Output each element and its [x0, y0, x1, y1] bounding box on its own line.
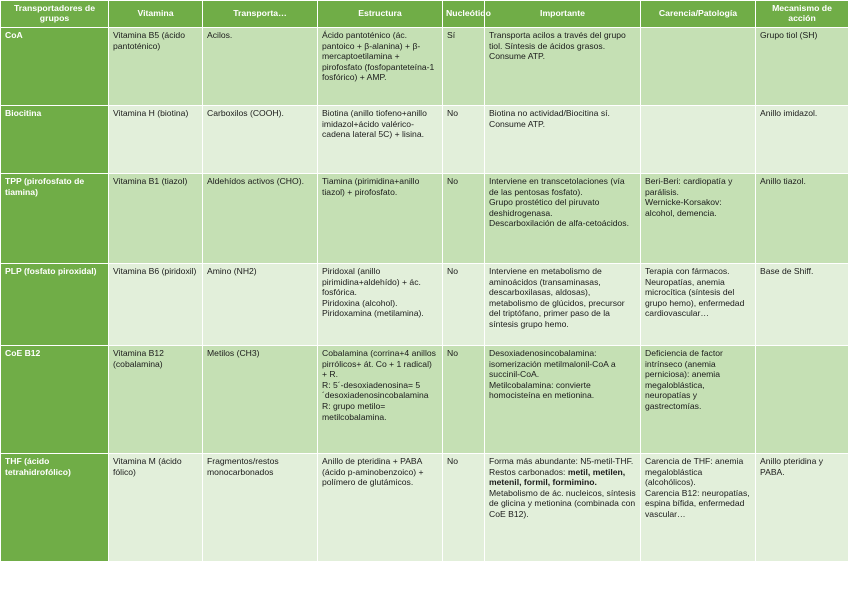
header-transportadores: Transportadores de grupos: [1, 1, 109, 28]
importante-cell: [485, 174, 641, 264]
importante-cell: [485, 106, 641, 174]
table-row: [1, 454, 849, 562]
transportador-cell: CoE B12: [1, 346, 109, 454]
importante-line: Restos carbonados: metil, metilen, metenil, formil, formimino.: [489, 466, 626, 488]
carencia-line: Carencia de THF: anemia megaloblástica (alcohólicos).: [645, 456, 744, 488]
table-row: [1, 106, 849, 174]
transporta-cell: Carboxilos (COOH).: [203, 106, 318, 174]
header-estructura: Estructura: [318, 1, 443, 28]
mecanismo-cell: Anillo tiazol.: [756, 174, 849, 264]
estructura-cell: [318, 264, 443, 346]
table-row: [1, 28, 849, 106]
header-mecanismo: Mecanismo de acción: [756, 1, 849, 28]
estructura-cell: [318, 454, 443, 562]
importante-line: Metilcobalamina: convierte homocisteína en metionina.: [489, 379, 595, 401]
header-vitamina: Vitamina: [109, 1, 203, 28]
carencia-cell: [641, 346, 756, 454]
transportador-cell: THF (ácido tetrahidrofólico): [1, 454, 109, 562]
importante-line: Biotina no actividad/Biocitina sí.: [489, 108, 610, 118]
estructura-line: R: 5´-desoxiadenosina= 5´desoxiadenosincobalamina: [322, 379, 429, 401]
importante-cell: [485, 454, 641, 562]
transportador-cell: PLP (fosfato piroxidal): [1, 264, 109, 346]
vitamina-cell: Vitamina H (biotina): [109, 106, 203, 174]
vitamina-cell: Vitamina B1 (tiazol): [109, 174, 203, 264]
carencia-line: Neuropatías, anemia microcítica (síntesis del grupo hemo), enfermedad cardiovascular…: [645, 276, 745, 319]
importante-cell: [485, 28, 641, 106]
estructura-line: Piridoxina (alcohol).: [322, 297, 398, 308]
estructura-line: Piridoxal (anillo pirimidina+aldehído) + ác. fosfórica.: [322, 266, 421, 298]
estructura-line: Ácido pantoténico (ác. pantoico + β-alanina) + β-mercaptoetilamina + pirofosfato (fosfopanteteína-1 fosfórico) + AMP.: [322, 30, 435, 83]
estructura-line: Tiamina (pirimidina+anillo tiazol) + pirofosfato.: [322, 176, 420, 197]
header-importante: Importante: [485, 1, 641, 28]
carencia-line: Wernicke-Korsakov: alcohol, demencia.: [645, 197, 722, 218]
transporta-cell: Aldehídos activos (CHO).: [203, 174, 318, 264]
importante-line: Descarboxilación de alfa-cetoácidos.: [489, 218, 629, 229]
importante-line: Grupo prostético del piruvato deshidrogenasa.: [489, 197, 600, 218]
estructura-line: Biotina (anillo tiofeno+anillo imidazol+ácido valérico-cadena lateral 5C) + lisina.: [322, 108, 427, 140]
vitamina-cell: Vitamina B5 (ácido pantoténico): [109, 28, 203, 106]
estructura-cell: [318, 28, 443, 106]
transporta-cell: Amino (NH2): [203, 264, 318, 346]
header-row: [1, 1, 849, 28]
transportador-cell: CoA: [1, 28, 109, 106]
header-transporta: Transporta…: [203, 1, 318, 28]
mecanismo-cell: Base de Shiff.: [756, 264, 849, 346]
vitamina-cell: Vitamina B12 (cobalamina): [109, 346, 203, 454]
importante-line: Forma más abundante: N5-metil-THF.: [489, 456, 634, 466]
carencia-line: Beri-Beri: cardiopatía y parálisis.: [645, 176, 733, 197]
vitamina-cell: Vitamina M (ácido fólico): [109, 454, 203, 562]
nucleotido-cell: No: [443, 264, 485, 346]
nucleotido-cell: No: [443, 106, 485, 174]
table-row: [1, 174, 849, 264]
nucleotido-cell: No: [443, 346, 485, 454]
estructura-cell: [318, 106, 443, 174]
nucleotido-cell: No: [443, 174, 485, 264]
estructura-line: R: grupo metilo= metilcobalamina.: [322, 400, 387, 422]
importante-line: Desoxiadenosincobalamina: isomerización metilmalonil-CoA a succinil-CoA.: [489, 348, 616, 380]
importante-line: Metabolismo de ác. nucleicos, síntesis de glicina y metionina (combinada con CoE B12).: [489, 487, 636, 519]
transporta-cell: Acilos.: [203, 28, 318, 106]
importante-line: Interviene en metabolismo de aminoácidos (transaminasas, descarboxilasas, aldosas), metabolismo de glúcidos, precursor del triptófano, primer paso de la síntesis grupo hemo.: [489, 266, 625, 329]
nucleotido-cell: No: [443, 454, 485, 562]
carencia-line: Deficiencia de factor intrínseco (anemia perniciosa): anemia megaloblástica, neuropatías y gastrectomías.: [645, 348, 723, 411]
transportador-cell: TPP (pirofosfato de tiamina): [1, 174, 109, 264]
importante-line: Consume ATP.: [489, 51, 546, 62]
header-carencia: Carencia/Patología: [641, 1, 756, 28]
estructura-line: Cobalamina (corrina+4 anillos pirrólicos+ át. Co + 1 radical) + R.: [322, 348, 436, 380]
carencia-cell: [641, 106, 756, 174]
nucleotido-cell: Sí: [443, 28, 485, 106]
estructura-line: Piridoxamina (metilamina).: [322, 308, 424, 319]
estructura-cell: [318, 346, 443, 454]
estructura-line: Anillo de pteridina + PABA (ácido p-aminobenzoico) + polímero de glutámicos.: [322, 456, 424, 488]
carencia-line: Carencia B12: neuropatías, espina bífida, enfermedad vascular…: [645, 487, 750, 519]
table-row: [1, 346, 849, 454]
mecanismo-cell: [756, 346, 849, 454]
importante-line: Transporta acilos a través del grupo tiol. Síntesis de ácidos grasos.: [489, 30, 626, 51]
mecanismo-cell: Anillo pteridina y PABA.: [756, 454, 849, 562]
mecanismo-cell: Grupo tiol (SH): [756, 28, 849, 106]
carencia-line: Terapia con fármacos.: [645, 266, 730, 276]
estructura-cell: [318, 174, 443, 264]
carencia-cell: [641, 264, 756, 346]
table-row: [1, 264, 849, 346]
importante-cell: [485, 346, 641, 454]
mecanismo-cell: Anillo imidazol.: [756, 106, 849, 174]
transportador-cell: Biocitina: [1, 106, 109, 174]
importante-line: Interviene en transcetolaciones (vía de las pentosas fosfato).: [489, 176, 625, 197]
carencia-cell: [641, 28, 756, 106]
transporta-cell: Fragmentos/restos monocarbonados: [203, 454, 318, 562]
carencia-cell: [641, 174, 756, 264]
header-nucleotido: Nucleótido: [443, 1, 485, 28]
importante-line: Consume ATP.: [489, 118, 546, 129]
vitamina-cell: Vitamina B6 (piridoxil): [109, 264, 203, 346]
carencia-cell: [641, 454, 756, 562]
transporta-cell: Metilos (CH3): [203, 346, 318, 454]
importante-cell: [485, 264, 641, 346]
